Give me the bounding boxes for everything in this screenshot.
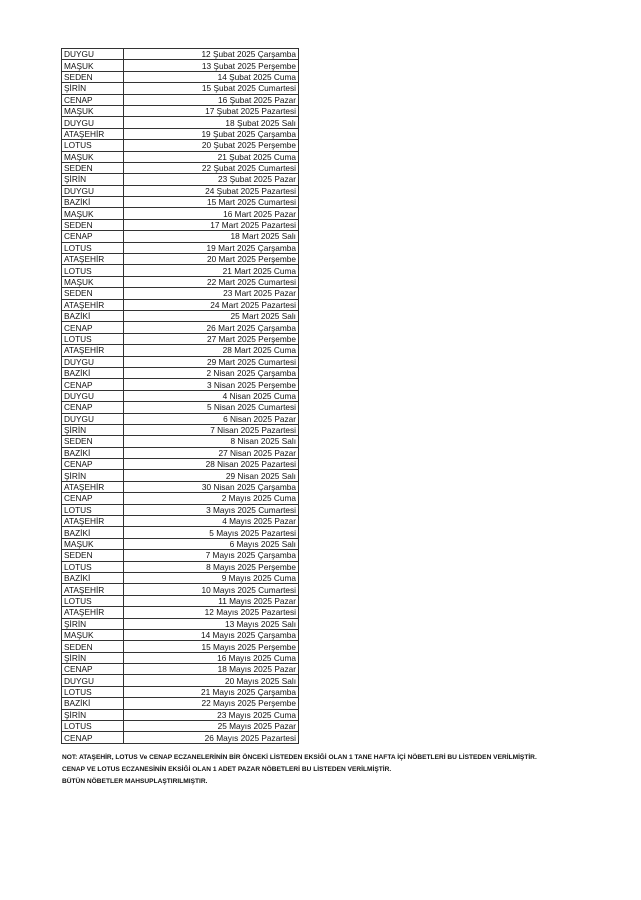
table-row [62, 459, 299, 470]
date-cell: 20 Şubat 2025 Perşembe [124, 140, 299, 151]
pharmacy-cell: DUYGU [62, 185, 124, 196]
table-row [62, 242, 299, 253]
table-row [62, 481, 299, 492]
table-row [62, 470, 299, 481]
pharmacy-cell: MAŞUK [62, 105, 124, 116]
pharmacy-cell: LOTUS [62, 504, 124, 515]
pharmacy-cell: ATAŞEHİR [62, 607, 124, 618]
date-cell: 25 Mayıs 2025 Pazar [124, 721, 299, 732]
pharmacy-cell: BAZİKİ [62, 572, 124, 583]
duty-schedule-body [62, 49, 299, 744]
pharmacy-cell: LOTUS [62, 333, 124, 344]
table-row [62, 436, 299, 447]
table-row [62, 185, 299, 196]
date-cell: 20 Mart 2025 Perşembe [124, 254, 299, 265]
table-row [62, 333, 299, 344]
table-row [62, 561, 299, 572]
date-cell: 6 Nisan 2025 Pazar [124, 413, 299, 424]
note-line: BÜTÜN NÖBETLER MAHSUPLAŞTIRILMIŞTIR. [62, 777, 208, 785]
table-row [62, 618, 299, 629]
date-cell: 5 Nisan 2025 Cumartesi [124, 402, 299, 413]
table-row [62, 288, 299, 299]
date-cell: 8 Nisan 2025 Salı [124, 436, 299, 447]
notes-block [62, 752, 537, 787]
date-cell: 28 Nisan 2025 Pazartesi [124, 459, 299, 470]
pharmacy-cell: SEDEN [62, 436, 124, 447]
pharmacy-cell: DUYGU [62, 390, 124, 401]
table-row [62, 424, 299, 435]
date-cell: 5 Mayıs 2025 Pazartesi [124, 527, 299, 538]
pharmacy-cell: ŞİRİN [62, 174, 124, 185]
table-row [62, 447, 299, 458]
date-cell: 12 Mayıs 2025 Pazartesi [124, 607, 299, 618]
pharmacy-cell: DUYGU [62, 49, 124, 60]
date-cell: 6 Mayıs 2025 Salı [124, 538, 299, 549]
date-cell: 15 Mart 2025 Cumartesi [124, 197, 299, 208]
date-cell: 3 Nisan 2025 Perşembe [124, 379, 299, 390]
table-row [62, 208, 299, 219]
pharmacy-cell: LOTUS [62, 265, 124, 276]
pharmacy-cell: BAZİKİ [62, 197, 124, 208]
pharmacy-cell: BAZİKİ [62, 367, 124, 378]
table-row [62, 572, 299, 583]
pharmacy-cell: SEDEN [62, 219, 124, 230]
date-cell: 19 Şubat 2025 Çarşamba [124, 128, 299, 139]
pharmacy-cell: CENAP [62, 732, 124, 743]
date-cell: 13 Şubat 2025 Perşembe [124, 60, 299, 71]
pharmacy-cell: BAZİKİ [62, 698, 124, 709]
pharmacy-cell: CENAP [62, 664, 124, 675]
pharmacy-cell: MAŞUK [62, 629, 124, 640]
date-cell: 7 Mayıs 2025 Çarşamba [124, 550, 299, 561]
date-cell: 22 Mart 2025 Cumartesi [124, 276, 299, 287]
date-cell: 16 Şubat 2025 Pazar [124, 94, 299, 105]
date-cell: 28 Mart 2025 Cuma [124, 345, 299, 356]
table-row [62, 83, 299, 94]
date-cell: 18 Mart 2025 Salı [124, 231, 299, 242]
pharmacy-cell: CENAP [62, 322, 124, 333]
pharmacy-cell: LOTUS [62, 686, 124, 697]
date-cell: 24 Şubat 2025 Pazartesi [124, 185, 299, 196]
pharmacy-cell: BAZİKİ [62, 447, 124, 458]
pharmacy-cell: MAŞUK [62, 276, 124, 287]
table-row [62, 584, 299, 595]
pharmacy-cell: ATAŞEHİR [62, 516, 124, 527]
table-row [62, 686, 299, 697]
date-cell: 15 Şubat 2025 Cumartesi [124, 83, 299, 94]
table-row [62, 550, 299, 561]
table-row [62, 140, 299, 151]
pharmacy-cell: LOTUS [62, 242, 124, 253]
pharmacy-cell: ŞİRİN [62, 618, 124, 629]
table-row [62, 629, 299, 640]
pharmacy-cell: CENAP [62, 379, 124, 390]
date-cell: 14 Şubat 2025 Cuma [124, 71, 299, 82]
pharmacy-cell: ŞİRİN [62, 470, 124, 481]
date-cell: 27 Nisan 2025 Pazar [124, 447, 299, 458]
table-row [62, 322, 299, 333]
date-cell: 29 Mart 2025 Cumartesi [124, 356, 299, 367]
date-cell: 4 Nisan 2025 Cuma [124, 390, 299, 401]
pharmacy-cell: LOTUS [62, 595, 124, 606]
pharmacy-cell: ATAŞEHİR [62, 481, 124, 492]
table-row [62, 71, 299, 82]
date-cell: 10 Mayıs 2025 Cumartesi [124, 584, 299, 595]
table-row [62, 527, 299, 538]
table-row [62, 128, 299, 139]
table-row [62, 94, 299, 105]
table-row [62, 310, 299, 321]
date-cell: 19 Mart 2025 Çarşamba [124, 242, 299, 253]
pharmacy-cell: LOTUS [62, 140, 124, 151]
table-row [62, 721, 299, 732]
table-row [62, 390, 299, 401]
date-cell: 25 Mart 2025 Salı [124, 310, 299, 321]
date-cell: 21 Mart 2025 Cuma [124, 265, 299, 276]
date-cell: 2 Mayıs 2025 Cuma [124, 493, 299, 504]
table-row [62, 197, 299, 208]
pharmacy-cell: DUYGU [62, 117, 124, 128]
date-cell: 22 Mayıs 2025 Perşembe [124, 698, 299, 709]
table-row [62, 367, 299, 378]
pharmacy-cell: MAŞUK [62, 208, 124, 219]
date-cell: 4 Mayıs 2025 Pazar [124, 516, 299, 527]
note-line: NOT: ATAŞEHİR, LOTUS Ve CENAP ECZANELERİNİN BİR ÖNCEKİ LİSTEDEN EKSİĞİ OLAN 1 TANE HAFTA İÇİ NÖBETLERİ BU LİSTEDEN VERİLMİŞTİR. [62, 754, 537, 761]
table-row [62, 265, 299, 276]
date-cell: 16 Mart 2025 Pazar [124, 208, 299, 219]
date-cell: 14 Mayıs 2025 Çarşamba [124, 629, 299, 640]
pharmacy-cell: SEDEN [62, 288, 124, 299]
pharmacy-cell: BAZİKİ [62, 527, 124, 538]
pharmacy-cell: ATAŞEHİR [62, 128, 124, 139]
table-row [62, 664, 299, 675]
table-row [62, 299, 299, 310]
pharmacy-cell: ATAŞEHİR [62, 254, 124, 265]
date-cell: 26 Mart 2025 Çarşamba [124, 322, 299, 333]
pharmacy-cell: MAŞUK [62, 60, 124, 71]
table-row [62, 493, 299, 504]
date-cell: 21 Şubat 2025 Cuma [124, 151, 299, 162]
date-cell: 22 Şubat 2025 Cumartesi [124, 162, 299, 173]
table-row [62, 49, 299, 60]
table-row [62, 345, 299, 356]
pharmacy-cell: CENAP [62, 493, 124, 504]
note-line: CENAP VE LOTUS ECZANESİNİN EKSİĞİ OLAN 1 ADET PAZAR NÖBETLERİ BU LİSTEDEN VERİLMİŞTİR. [62, 765, 392, 773]
pharmacy-cell: SEDEN [62, 71, 124, 82]
pharmacy-cell: ŞİRİN [62, 83, 124, 94]
pharmacy-cell: DUYGU [62, 413, 124, 424]
table-row [62, 162, 299, 173]
table-row [62, 652, 299, 663]
table-row [62, 117, 299, 128]
pharmacy-cell: SEDEN [62, 162, 124, 173]
table-row [62, 698, 299, 709]
pharmacy-cell: LOTUS [62, 721, 124, 732]
pharmacy-cell: SEDEN [62, 641, 124, 652]
table-row [62, 276, 299, 287]
table-row [62, 538, 299, 549]
date-cell: 18 Şubat 2025 Salı [124, 117, 299, 128]
pharmacy-cell: LOTUS [62, 561, 124, 572]
table-row [62, 732, 299, 743]
table-row [62, 231, 299, 242]
table-row [62, 60, 299, 71]
pharmacy-cell: CENAP [62, 231, 124, 242]
table-row [62, 254, 299, 265]
date-cell: 21 Mayıs 2025 Çarşamba [124, 686, 299, 697]
table-row [62, 105, 299, 116]
pharmacy-cell: CENAP [62, 402, 124, 413]
pharmacy-cell: MAŞUK [62, 538, 124, 549]
table-row [62, 413, 299, 424]
date-cell: 26 Mayıs 2025 Pazartesi [124, 732, 299, 743]
pharmacy-cell: DUYGU [62, 356, 124, 367]
date-cell: 18 Mayıs 2025 Pazar [124, 664, 299, 675]
date-cell: 15 Mayıs 2025 Perşembe [124, 641, 299, 652]
date-cell: 11 Mayıs 2025 Pazar [124, 595, 299, 606]
table-row [62, 379, 299, 390]
date-cell: 8 Mayıs 2025 Perşembe [124, 561, 299, 572]
table-row [62, 595, 299, 606]
date-cell: 24 Mart 2025 Pazartesi [124, 299, 299, 310]
date-cell: 16 Mayıs 2025 Cuma [124, 652, 299, 663]
date-cell: 27 Mart 2025 Perşembe [124, 333, 299, 344]
table-row [62, 219, 299, 230]
pharmacy-cell: MAŞUK [62, 151, 124, 162]
table-row [62, 504, 299, 515]
date-cell: 13 Mayıs 2025 Salı [124, 618, 299, 629]
duty-schedule-table [61, 48, 299, 744]
table-row [62, 516, 299, 527]
table-row [62, 151, 299, 162]
date-cell: 7 Nisan 2025 Pazartesi [124, 424, 299, 435]
date-cell: 29 Nisan 2025 Salı [124, 470, 299, 481]
table-row [62, 402, 299, 413]
date-cell: 12 Şubat 2025 Çarşamba [124, 49, 299, 60]
pharmacy-cell: ŞİRİN [62, 652, 124, 663]
pharmacy-cell: CENAP [62, 459, 124, 470]
table-row [62, 607, 299, 618]
date-cell: 9 Mayıs 2025 Cuma [124, 572, 299, 583]
date-cell: 23 Mart 2025 Pazar [124, 288, 299, 299]
pharmacy-cell: BAZİKİ [62, 310, 124, 321]
table-row [62, 174, 299, 185]
date-cell: 23 Mayıs 2025 Cuma [124, 709, 299, 720]
pharmacy-cell: ŞİRİN [62, 424, 124, 435]
date-cell: 2 Nisan 2025 Çarşamba [124, 367, 299, 378]
table-row [62, 356, 299, 367]
pharmacy-cell: ATAŞEHİR [62, 345, 124, 356]
table-row [62, 709, 299, 720]
pharmacy-cell: SEDEN [62, 550, 124, 561]
table-row [62, 675, 299, 686]
pharmacy-cell: DUYGU [62, 675, 124, 686]
date-cell: 3 Mayıs 2025 Cumartesi [124, 504, 299, 515]
date-cell: 20 Mayıs 2025 Salı [124, 675, 299, 686]
date-cell: 23 Şubat 2025 Pazar [124, 174, 299, 185]
date-cell: 17 Şubat 2025 Pazartesi [124, 105, 299, 116]
pharmacy-cell: ŞİRİN [62, 709, 124, 720]
pharmacy-cell: ATAŞEHİR [62, 584, 124, 595]
pharmacy-cell: CENAP [62, 94, 124, 105]
date-cell: 17 Mart 2025 Pazartesi [124, 219, 299, 230]
pharmacy-cell: ATAŞEHİR [62, 299, 124, 310]
date-cell: 30 Nisan 2025 Çarşamba [124, 481, 299, 492]
table-row [62, 641, 299, 652]
